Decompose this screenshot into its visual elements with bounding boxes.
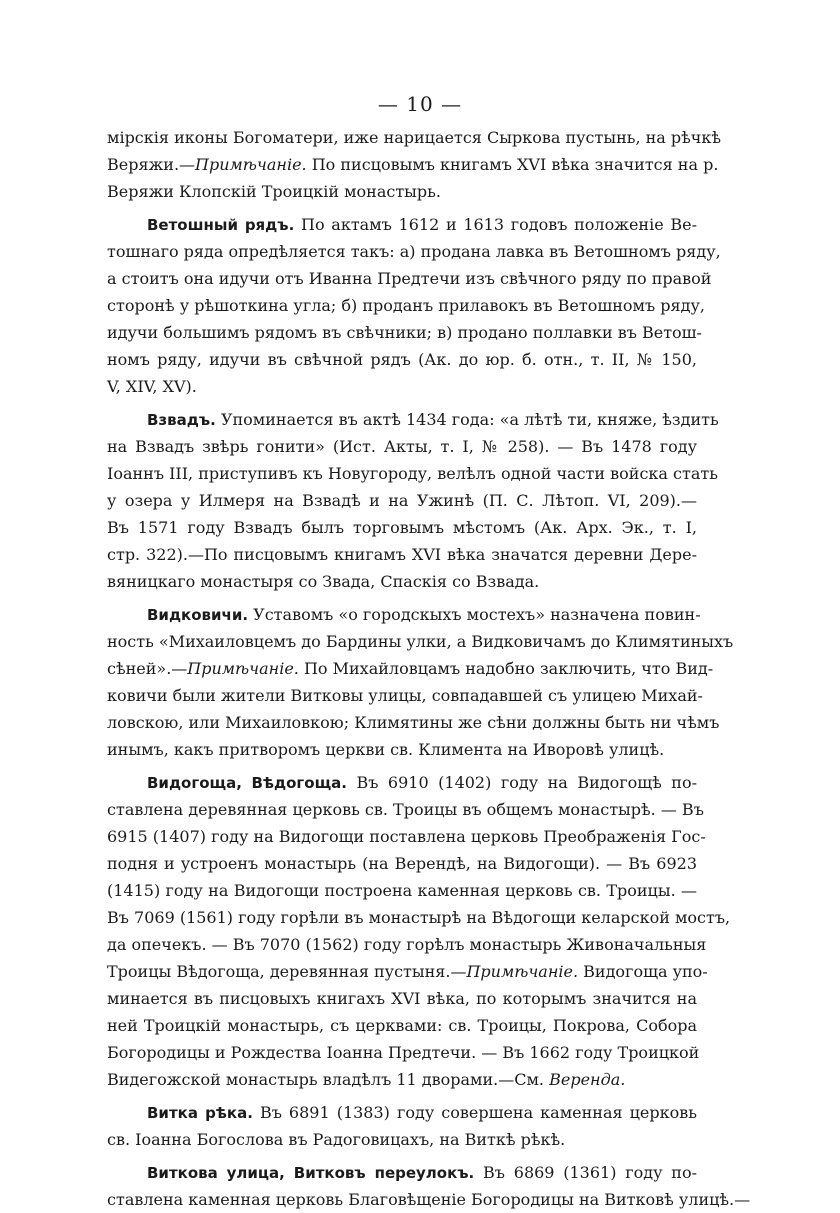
text-run: V, XIV, XV). (107, 377, 197, 396)
text-run: св. Іоанна Богослова въ Радоговицахъ, на Виткѣ рѣкѣ. (107, 1130, 566, 1149)
text-line (107, 541, 697, 568)
text-line (107, 877, 697, 904)
text-run: стр. 322).—По писцовымъ книгамъ XVI вѣка значатся деревни Дере- (107, 545, 697, 564)
text-line (107, 823, 706, 850)
text-body (107, 124, 751, 1213)
text-line (107, 796, 704, 823)
italic-note: Веренда. (549, 1070, 626, 1089)
text-run: ставлена деревянная церковь св. Троицы въ общемъ монастырѣ. — Въ (107, 800, 704, 819)
text-run: (1415) году на Видогощи построена каменная церковь св. Троицы. — (107, 881, 697, 900)
text-line (107, 460, 718, 487)
text-run: идучи большимъ рядомъ въ свѣчники; в) продано поллавки въ Ветош- (107, 323, 702, 342)
text-run: у озера у Илмеря на Взвадѣ и на Ужинѣ (П. С. Лѣтоп. VI, 209).— (107, 491, 697, 510)
text-run: сѣней».— (107, 659, 188, 678)
text-run: Въ 6910 (1402) году на Видогощѣ по- (346, 773, 697, 792)
text-line (107, 769, 697, 796)
text-line (107, 151, 719, 178)
text-run: сторонѣ у рѣшоткина угла; б) проданъ прилавокъ въ Ветошномъ ряду, (107, 296, 705, 315)
text-line (107, 487, 697, 514)
text-line (107, 406, 719, 433)
text-run: Въ 6869 (1361) году по- (474, 1163, 698, 1182)
text-line (107, 736, 697, 763)
paragraph (107, 406, 719, 595)
text-line (107, 211, 697, 238)
text-run: Въ 7069 (1561) году горѣли въ монастырѣ на Вѣдогощи келарской мостъ, (107, 908, 731, 927)
italic-note: Примѣчаніе. (187, 659, 299, 678)
text-line (107, 568, 697, 595)
text-line (107, 1012, 697, 1039)
text-line (107, 958, 708, 985)
text-run: минается въ писцовыхъ книгахъ XVI вѣка, по которымъ значится на (107, 989, 697, 1008)
text-run: Видогоща упо- (578, 962, 708, 981)
text-run: да опечекъ. — Въ 7070 (1562) году горѣлъ монастырь Живоначальныя (107, 935, 707, 954)
text-line (107, 1159, 697, 1186)
paragraph (107, 124, 722, 205)
text-run: 6915 (1407) году на Видогощи поставлена церковь Преображенія Гос- (107, 827, 706, 846)
text-run: на Взвадъ звѣрь гонити» (Ист. Акты, т. I, № 258). — Въ 1478 году (107, 437, 697, 456)
page-number: — 10 — (377, 92, 463, 116)
text-run: Іоаннъ III, приступивъ къ Новугороду, велѣлъ одной части войска стать (107, 464, 718, 483)
entry-headword: Виткова улица, Витковъ переулокъ. (147, 1164, 475, 1182)
text-line (107, 514, 697, 541)
text-line (107, 346, 697, 373)
text-run: По актамъ 1612 и 1613 годовъ положеніе Ве- (294, 215, 698, 234)
entry-headword: Видогоща, Вѣдогоща. (147, 774, 347, 792)
text-line (107, 238, 721, 265)
text-run: Видегожской монастырь владѣлъ 11 дворами.—См. (107, 1070, 550, 1089)
text-line (107, 319, 702, 346)
text-run: мірскія иконы Богоматери, иже нарицается Сыркова пустынь, на рѣчкѣ (107, 128, 722, 147)
text-run: Троицы Вѣдогоща, деревянная пустыня.— (107, 962, 467, 981)
text-line (107, 1099, 697, 1126)
entry-headword: Ветошный рядъ. (147, 216, 295, 234)
text-line (107, 373, 697, 400)
text-run: ставлена каменная церковь Благовѣщеніе Богородицы на Витковѣ улицѣ.— (107, 1190, 751, 1209)
text-run: Богородицы и Рождества Іоанна Предтечи. — Въ 1662 году Троицкой (107, 1043, 700, 1062)
text-line (107, 292, 705, 319)
paragraph (107, 211, 721, 400)
text-line (107, 931, 707, 958)
text-run: По Михайловцамъ надобно заключить, что Вид- (298, 659, 714, 678)
text-run: вяницкаго монастыря со Звада, Спаскія со Взвада. (107, 572, 540, 591)
entry-headword: Витка рѣка. (147, 1104, 253, 1122)
text-run: ковичи были жители Витковы улицы, совпадавшей съ улицею Михай- (107, 686, 703, 705)
text-run: ловскою, или Михаиловкою; Климятины же сѣни должны быть ни чѣмъ (107, 713, 720, 732)
text-run: Веряжи Клопскій Троицкій монастырь. (107, 182, 441, 201)
text-line (107, 1186, 751, 1213)
paragraph (107, 769, 731, 1093)
text-run: Упоминается въ актѣ 1434 года: «а лѣтѣ ти, княже, ѣздить (215, 410, 719, 429)
entry-headword: Взвадъ. (147, 411, 216, 429)
entry-headword: Видковичи. (147, 606, 249, 624)
text-line (107, 433, 697, 460)
text-run: инымъ, какъ притворомъ церкви св. Климента на Иворовѣ улицѣ. (107, 740, 665, 759)
text-line (107, 1039, 700, 1066)
text-line (107, 904, 731, 931)
text-run: По писцовымъ книгамъ XVI вѣка значится на р. (306, 155, 719, 174)
paragraph (107, 1159, 751, 1213)
text-line (107, 178, 697, 205)
italic-note: Примѣчаніе. (466, 962, 579, 981)
text-run: ность «Михаиловцемъ до Бардины улки, а Видковичамъ до Климятиныхъ (107, 632, 734, 651)
text-run: Въ 6891 (1383) году совершена каменная церковь (252, 1103, 697, 1122)
text-line (107, 655, 714, 682)
text-run: а стоитъ она идучи отъ Иванна Предтечи изъ свѣчного ряду по правой (107, 269, 712, 288)
text-line (107, 850, 697, 877)
text-run: тошнаго ряда опредѣляется такъ: а) продана лавка въ Ветошномъ ряду, (107, 242, 721, 261)
text-line (107, 628, 734, 655)
text-line (107, 985, 697, 1012)
text-run: Уставомъ «о городскыхъ мостехъ» назначена повин- (248, 605, 701, 624)
text-line (107, 124, 722, 151)
text-line (107, 709, 720, 736)
text-run: Въ 1571 году Взвадъ былъ торговымъ мѣстомъ (Ак. Арх. Эк., т. I, (107, 518, 697, 537)
text-run: подня и устроенъ монастырь (на Верендѣ, на Видогощи). — Въ 6923 (107, 854, 697, 873)
text-line (107, 265, 712, 292)
text-run: ней Троицкій монастырь, съ церквами: св. Троицы, Покрова, Собора (107, 1016, 697, 1035)
italic-note: Примѣчаніе. (195, 155, 307, 174)
text-line (107, 601, 701, 628)
text-line (107, 682, 703, 709)
paragraph (107, 601, 734, 763)
text-run: Веряжи.— (107, 155, 196, 174)
text-line (107, 1126, 697, 1153)
paragraph (107, 1099, 697, 1153)
text-line (107, 1066, 697, 1093)
text-run: номъ ряду, идучи въ свѣчной рядъ (Ак. до юр. б. отн., т. II, № 150, (107, 350, 697, 369)
